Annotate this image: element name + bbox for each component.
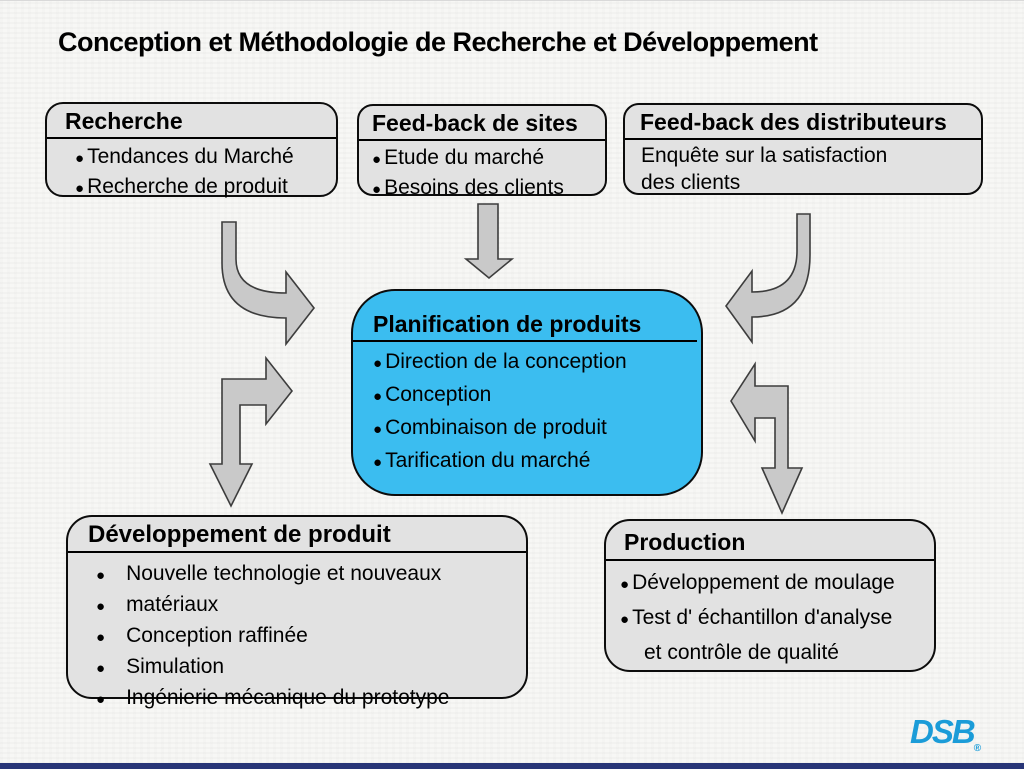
box-feedback-sites [357,104,607,199]
box-feedback-sites-list [372,144,605,204]
list-item-label: Tendances du Marché [87,145,294,168]
bullet-icon: ● [620,576,630,593]
bullet-icon: ● [96,691,106,708]
text-line: des clients [641,171,741,194]
curved-arrow-recherche-to-planification [222,222,314,344]
list-item [68,652,526,683]
box-production [604,519,936,672]
curved-arrow-distributeurs-to-planification [726,214,810,342]
list-item [372,174,605,204]
box-recherche [45,102,338,197]
bullet-icon: ● [75,180,85,197]
list-item [68,590,526,621]
list-item-label: Nouvelle technologie et nouveaux [126,562,442,585]
list-item [373,346,701,379]
bullet-icon: ● [96,660,106,677]
bullet-icon: ● [372,151,382,168]
box-planification-list [373,346,701,478]
list-item [68,559,526,590]
box-planification-title: Planification de produits [353,291,697,342]
dsb-logo [910,713,981,754]
box-production-list [620,566,934,669]
bent-arrow-left-to-developpement [210,358,292,506]
list-item-label: Recherche de produit [87,175,288,198]
box-feedback-sites-title: Feed-back de sites [359,106,605,141]
box-developpement-title: Développement de produit [68,517,526,553]
list-item-continuation: et contrôle de qualité [644,641,839,664]
list-item-label: matériaux [126,593,219,616]
list-item-label: Tarification du marché [385,449,591,472]
box-developpement [66,515,528,709]
list-item [68,683,526,714]
list-item [620,601,934,636]
bullet-icon: ● [75,150,85,167]
bullet-icon: ● [373,454,383,471]
bullet-icon: ● [96,567,106,584]
list-item [373,412,701,445]
list-item [373,445,701,478]
footer-bar [0,763,1024,769]
bullet-icon: ● [373,388,383,405]
list-item-label: Développement de moulage [632,571,895,594]
list-item-label: Conception [385,383,492,406]
list-item [75,173,336,203]
box-production-title: Production [606,521,934,561]
list-item [372,144,605,174]
list-item-label: Besoins des clients [384,176,564,199]
list-item-label: Test d' échantillon d'analyse [632,606,893,629]
list-item [620,566,934,601]
box-developpement-list [68,559,526,714]
list-item-label: Etude du marché [384,146,544,169]
bullet-icon: ● [373,355,383,372]
straight-arrow-sites-to-planification [466,204,512,278]
list-item-label: Ingénierie mécanique du prototype [126,686,450,709]
list-item [373,379,701,412]
bullet-icon: ● [96,629,106,646]
list-item [68,621,526,652]
slide-title: Conception et Méthodologie de Recherche et Développement [58,27,818,57]
bullet-icon: ● [96,598,106,615]
text-line: Enquête sur la satisfaction [641,144,888,167]
bullet-icon: ● [373,421,383,438]
list-item-label: Conception raffinée [126,624,308,647]
box-recherche-title: Recherche [47,104,336,139]
dsb-logo-text: DSB [910,713,974,750]
box-feedback-distributeurs-title: Feed-back des distributeurs [625,105,981,140]
box-feedback-distributeurs-text [641,142,981,196]
box-feedback-distributeurs [623,103,983,195]
bullet-icon: ● [620,611,630,628]
registered-mark-icon: ® [973,743,982,754]
box-recherche-list [75,143,336,203]
list-item-label: Simulation [126,655,225,678]
list-item-label: Combinaison de produit [385,416,607,439]
bent-arrow-right-to-production [731,364,802,513]
box-planification [351,289,703,496]
bullet-icon: ● [372,181,382,198]
list-item-label: Direction de la conception [385,350,627,373]
list-item [75,143,336,173]
